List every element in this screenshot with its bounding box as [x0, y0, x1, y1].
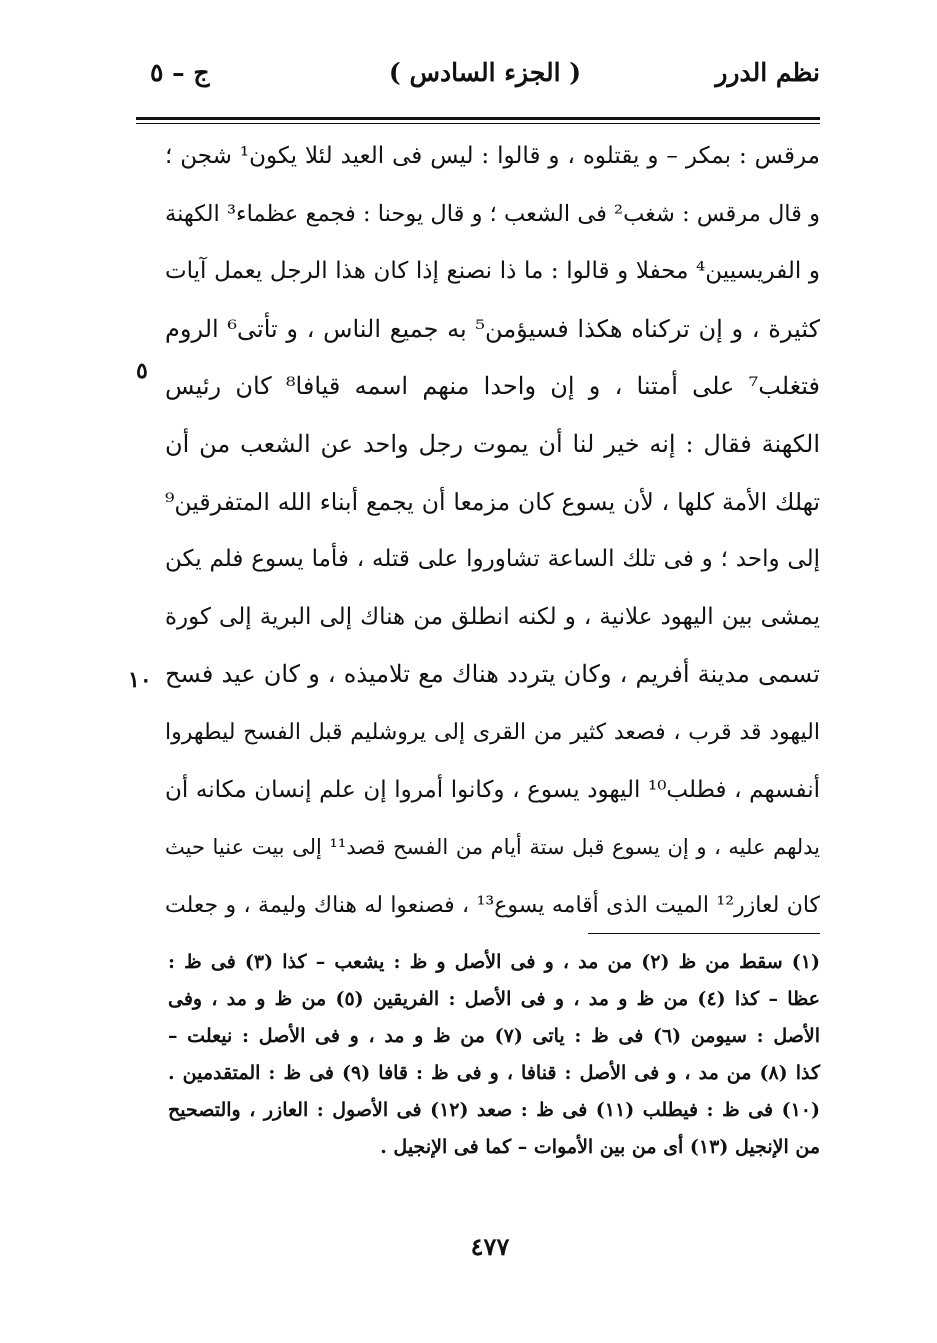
header-volume-number: ج – ٥ [150, 58, 210, 87]
footnote-line: كذا (٨) من مد ، و فى الأصل : قنافا ، و فى ظ : قافا (٩) فى ظ : المتقدمين . [168, 1062, 820, 1084]
text-line: يمشى بين اليهود علانية ، و لكنه انطلق من هناك إلى البرية إلى كورة [165, 603, 820, 630]
text-line: أنفسهم ، فطلب¹⁰ اليهود يسوع ، وكانوا أمروا إن علم إنسان مكانه أن [165, 776, 820, 803]
text-line: تسمى مدينة أفريم ، وكان يتردد هناك مع تلاميذه ، و كان عيد فسح [165, 660, 820, 689]
text-line: الكهنة فقال : إنه خير لنا أن يموت رجل واحد عن الشعب من أن [165, 429, 820, 458]
text-line: و قال مرقس : شغب² فى الشعب ؛ و قال يوحنا : فجمع عظماء³ الكهنة [165, 200, 820, 227]
footnotes [168, 944, 820, 1166]
main-text [165, 128, 820, 934]
text-line: مرقس : بمكر – و يقتلوه ، و قالوا : ليس فى العيد لئلا يكون¹ شجن ؛ [165, 143, 820, 169]
footnote-line: من الإنجيل (١٣) أى من بين الأموات – كما فى الإنجيل . [380, 1136, 820, 1158]
text-line: تهلك الأمة كلها ، لأن يسوع كان مزمعا أن يجمع أبناء الله المتفرقين⁹ [165, 487, 820, 516]
margin-line-number-10: ١٠ [128, 667, 152, 693]
text-line: يدلهم عليه ، و إن يسوع قبل ستة أيام من الفسح قصد¹¹ إلى بيت عنيا حيث [165, 835, 821, 860]
footnote-rule [588, 933, 820, 934]
running-header [150, 52, 820, 108]
margin-line-number-5: ٥ [136, 358, 148, 384]
footnote-line: (١٠) فى ظ : فيطلب (١١) فى ظ : صعد (١٢) فى الأصول : العازر ، والتصحيح [168, 1099, 820, 1121]
text-line: إلى واحد ؛ و فى تلك الساعة تشاوروا على قتله ، فأما يسوع فلم يكن [165, 546, 820, 573]
header-volume: ( الجزء السادس ) [388, 58, 582, 87]
footnote-line: (١) سقط من ظ (٢) من مد ، و فى الأصل و ظ : يشعب – كذا (٣) فى ظ : [168, 951, 820, 973]
text-line: و الفريسيين⁴ محفلا و قالوا : ما ذا نصنع إذا كان هذا الرجل يعمل آيات [165, 258, 821, 285]
page-number: ٤٧٧ [470, 1232, 510, 1261]
footnote-line: الأصل : سيومن (٦) فى ظ : ياتى (٧) من ظ و مد ، و فى الأصل : نيعلت – [168, 1025, 820, 1047]
header-book-title: نظم الدرر [715, 58, 820, 87]
header-rule [136, 117, 820, 124]
footnote-line: عظا – كذا (٤) من ظ و مد ، و فى الأصل : الفريقين (٥) من ظ و مد ، وفى [168, 988, 821, 1010]
text-line: كان لعازر¹² الميت الذى أقامه يسوع¹³ ، فصنعوا له هناك وليمة ، و جعلت [165, 892, 821, 918]
text-line: كثيرة ، و إن تركناه هكذا فسيؤمن⁵ به جميع الناس ، و تأتى⁶ الروم [165, 314, 820, 343]
text-line: فتغلب⁷ على أمتنا ، و إن واحدا منهم اسمه قيافا⁸ كان رئيس [165, 372, 821, 401]
text-line: اليهود قد قرب ، فصعد كثير من القرى إلى يروشليم قبل الفسح ليطهروا [165, 719, 820, 745]
